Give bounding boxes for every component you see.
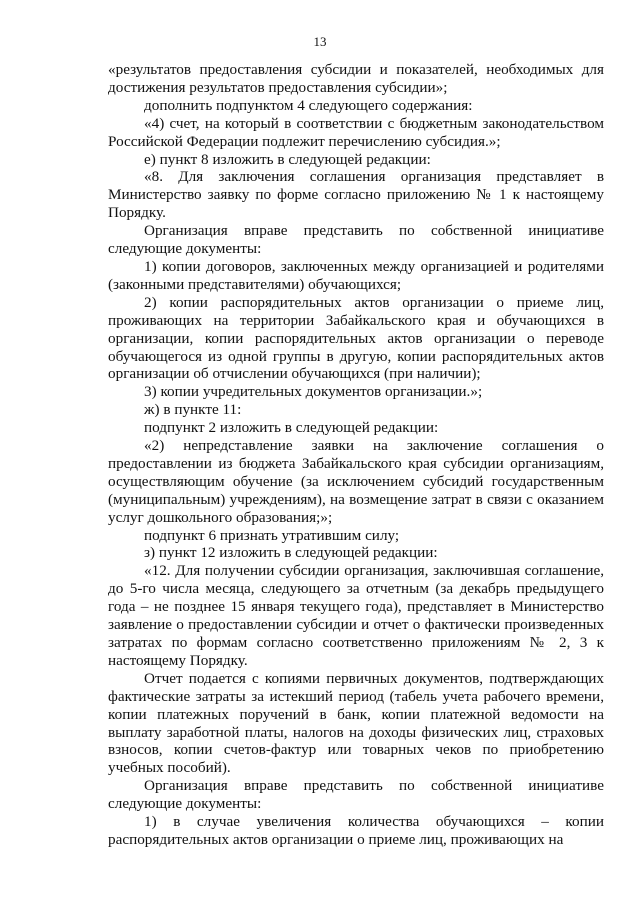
- paragraph: ж) в пункте 11:: [144, 401, 242, 419]
- paragraph: подпункт 6 признать утратившим силу;: [144, 526, 400, 544]
- paragraph: Отчет подается с копиями первичных документов, подтверждающих фактические затраты за истекший период (табель учета рабочего времени, копии платежных поручений в банк, копии платежной ведомости на выплату заработной платы, налогов на доходы физических лиц, страховых взносов, копии счетов-фактур или товарных чеков по приобретению учебных пособий).: [108, 669, 604, 777]
- paragraph: «8. Для заключения соглашения организация представляет в Министерство заявку по форме согласно приложению № 1 к настоящему Порядку.: [108, 168, 604, 222]
- paragraph: Организация вправе представить по собственной инициативе следующие документы:: [108, 222, 604, 258]
- document-body: [108, 61, 604, 849]
- paragraph: 3) копии учредительных документов организации.»;: [144, 383, 483, 401]
- paragraph: «результатов предоставления субсидии и показателей, необходимых для достижения результатов предоставления субсидии»;: [108, 61, 604, 96]
- paragraph: 1) копии договоров, заключенных между организацией и родителями (законными представителями) обучающихся;: [108, 257, 604, 293]
- paragraph: «4) счет, на который в соответствии с бюджетным законодательством Российской Федерации подлежит перечислению субсидия.»;: [108, 114, 604, 150]
- paragraph: «12. Для получении субсидии организация, заключившая соглашение, до 5-го числа месяца, следующего за отчетным (за декабрь предыдущего года – не позднее 15 января текущего года), представляет в Министерство заявление о предоставлении субсидии и отчет о фактически произведенных затратах по формам согласно соответственно приложениям № 2, 3 к настоящему Порядку.: [108, 562, 604, 669]
- paragraph: Организация вправе представить по собственной инициативе следующие документы:: [108, 777, 604, 813]
- paragraph: дополнить подпунктом 4 следующего содержания:: [144, 96, 473, 114]
- paragraph: 2) копии распорядительных актов организации о приеме лиц, проживающих на территории Забайкальского края и обучающихся в организации, копии распорядительных актов организации о переводе обучающегося из одной группы в другую, копии распорядительных актов организации об отчислении обучающихся (при наличии);: [108, 293, 604, 383]
- paragraph: подпункт 2 изложить в следующей редакции:: [144, 419, 439, 437]
- paragraph: 1) в случае увеличения количества обучающихся – копии распорядительных актов организации о приеме лиц, проживающих на: [108, 813, 604, 848]
- page-number: 13: [313, 34, 327, 49]
- paragraph: з) пункт 12 изложить в следующей редакции:: [144, 544, 438, 562]
- paragraph: «2) непредставление заявки на заключение соглашения о предоставлении из бюджета Забайкальского края субсидии организациям, осуществляющим обучение (за исключением субсидий государственным (муниципальным) учреждениям), на возмещение затрат в связи с оказанием услуг дошкольного образования;»;: [108, 437, 604, 526]
- paragraph: е) пункт 8 изложить в следующей редакции:: [144, 150, 431, 168]
